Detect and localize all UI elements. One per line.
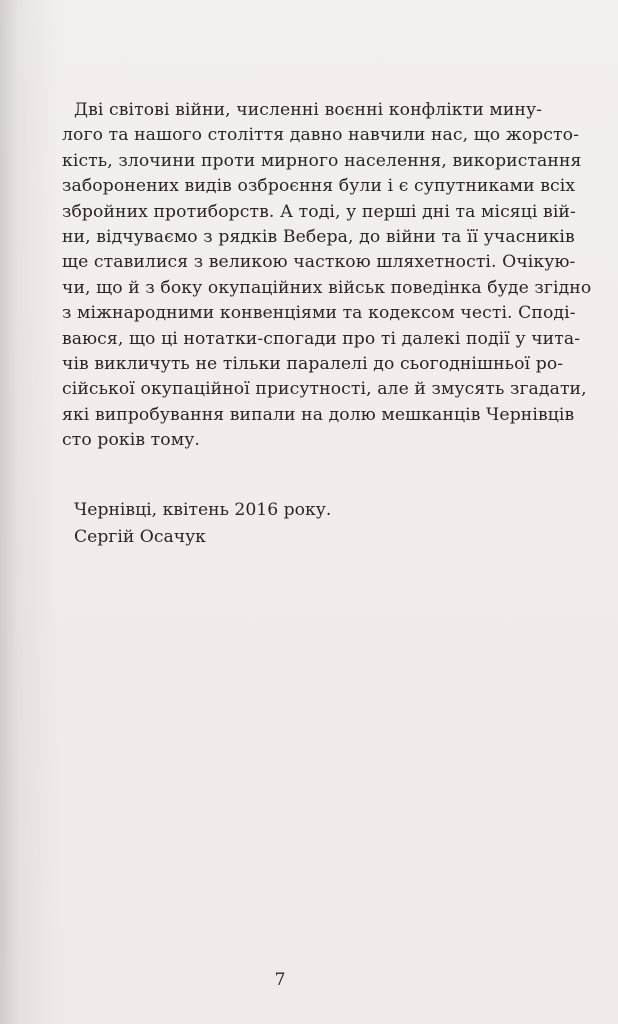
text-line: заборонених видів озброєння були і є супутниками всіх	[62, 176, 576, 197]
author-name: Сергій Осачук	[74, 527, 206, 547]
body-paragraph	[62, 98, 592, 454]
text-line: збройних протиборств. А тоді, у перші дні та місяці вій-	[62, 201, 576, 222]
text-line: сійської окупаційної присутності, але й змусять згадати,	[62, 379, 587, 400]
text-line: ваюся, що ці нотатки-спогади про ті далекі події у чита-	[62, 328, 581, 349]
text-line: лого та нашого століття давно навчили нас, що жорсто-	[62, 125, 579, 146]
signature-block	[74, 497, 331, 551]
text-line: ще ставилися з великою часткою шляхетності. Очікую-	[62, 252, 576, 273]
text-line-last: сто років тому.	[62, 430, 200, 451]
text-line: які випробування випали на долю мешканців Чернівців	[62, 404, 575, 425]
text-line: чів викличуть не тільки паралелі до сьогоднішньої ро-	[62, 354, 564, 375]
page-number: 7	[274, 970, 286, 990]
text-line: чи, що й з боку окупаційних військ поведінка буде згідно	[62, 277, 592, 298]
text-line: ни, відчуваємо з рядків Вебера, до війни та її учасників	[62, 227, 575, 248]
text-line: Дві світові війни, численні воєнні конфлікти мину-	[74, 100, 543, 120]
place-date: Чернівці, квітень 2016 року.	[74, 500, 332, 520]
text-line: кість, злочини проти мирного населення, використання	[62, 150, 582, 171]
text-line: з міжнародними конвенціями та кодексом честі. Споді-	[62, 303, 576, 324]
